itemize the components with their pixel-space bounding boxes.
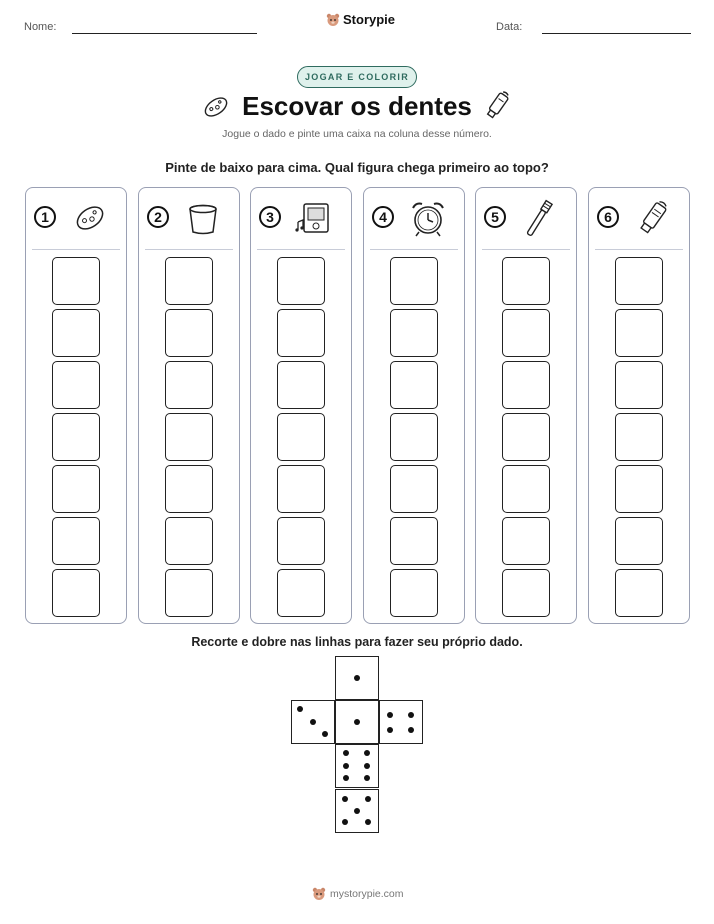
bear-icon (312, 887, 326, 901)
color-box[interactable] (277, 361, 325, 409)
color-box[interactable] (502, 361, 550, 409)
dice-pip (408, 727, 414, 733)
color-box[interactable] (390, 257, 438, 305)
color-box[interactable] (165, 465, 213, 513)
bear-icon (326, 13, 340, 27)
brand-name: Storypie (343, 12, 396, 27)
color-box[interactable] (277, 517, 325, 565)
column-2 (138, 187, 240, 624)
color-box[interactable] (502, 257, 550, 305)
dice-pip (364, 775, 370, 781)
toothbrush-icon (520, 198, 560, 238)
subtitle: Jogue o dado e pinte uma caixa na coluna desse número. (222, 128, 492, 140)
color-box[interactable] (615, 569, 663, 617)
column-divider (257, 249, 345, 250)
color-box[interactable] (502, 309, 550, 357)
color-box[interactable] (390, 465, 438, 513)
color-box[interactable] (165, 361, 213, 409)
column-3 (250, 187, 352, 624)
brand-logo (326, 12, 395, 27)
date-line (542, 33, 691, 34)
column-5 (475, 187, 577, 624)
dice-pip (408, 712, 414, 718)
color-box[interactable] (277, 257, 325, 305)
color-box[interactable] (52, 361, 100, 409)
color-box[interactable] (165, 309, 213, 357)
color-box[interactable] (502, 413, 550, 461)
name-label: Nome: (24, 21, 57, 33)
color-box[interactable] (615, 361, 663, 409)
color-box[interactable] (615, 257, 663, 305)
color-box[interactable] (390, 569, 438, 617)
dice-pip (343, 763, 349, 769)
dice-pip (364, 750, 370, 756)
cut-instruction: Recorte e dobre nas linhas para fazer seu próprio dado. (191, 635, 523, 649)
dice-pip (322, 731, 328, 737)
color-box[interactable] (52, 413, 100, 461)
color-box[interactable] (615, 309, 663, 357)
dice-pip (364, 763, 370, 769)
color-box[interactable] (502, 465, 550, 513)
column-number: 3 (259, 206, 281, 228)
color-box[interactable] (615, 465, 663, 513)
music-player-icon (295, 198, 335, 238)
dice-face (335, 656, 379, 700)
dice-pip (354, 675, 360, 681)
dice-face (335, 789, 379, 833)
color-box[interactable] (502, 569, 550, 617)
dice-face (335, 744, 379, 788)
color-box[interactable] (52, 569, 100, 617)
color-box[interactable] (390, 517, 438, 565)
germ-icon (70, 198, 110, 238)
column-number: 1 (34, 206, 56, 228)
dice-pip (354, 719, 360, 725)
color-box[interactable] (390, 309, 438, 357)
color-box[interactable] (52, 309, 100, 357)
dice-pip (310, 719, 316, 725)
color-box[interactable] (277, 569, 325, 617)
toothpaste-icon (633, 198, 673, 238)
instruction: Pinte de baixo para cima. Qual figura chega primeiro ao topo? (165, 160, 549, 175)
color-box[interactable] (277, 465, 325, 513)
cup-icon (183, 198, 223, 238)
column-number: 4 (372, 206, 394, 228)
column-divider (370, 249, 458, 250)
column-1 (25, 187, 127, 624)
footer-url: mystorypie.com (330, 888, 404, 900)
color-box[interactable] (165, 413, 213, 461)
column-number: 2 (147, 206, 169, 228)
alarm-clock-icon (408, 198, 448, 238)
column-number: 6 (597, 206, 619, 228)
dice-face (335, 700, 379, 744)
color-box[interactable] (52, 517, 100, 565)
column-number: 5 (484, 206, 506, 228)
name-line (72, 33, 257, 34)
page-title: Escovar os dentes (242, 91, 472, 121)
toothpaste-icon (482, 90, 512, 122)
color-box[interactable] (165, 517, 213, 565)
date-label: Data: (496, 21, 523, 33)
dice-pip (343, 750, 349, 756)
dice-pip (342, 796, 348, 802)
column-4 (363, 187, 465, 624)
color-box[interactable] (277, 413, 325, 461)
dice-pip (342, 819, 348, 825)
dice-pip (387, 712, 393, 718)
color-box[interactable] (165, 569, 213, 617)
color-box[interactable] (52, 257, 100, 305)
column-divider (32, 249, 120, 250)
color-box[interactable] (615, 517, 663, 565)
color-box[interactable] (277, 309, 325, 357)
color-box[interactable] (502, 517, 550, 565)
dice-face (291, 700, 335, 744)
color-box[interactable] (615, 413, 663, 461)
color-box[interactable] (390, 413, 438, 461)
dice-pip (365, 796, 371, 802)
column-divider (482, 249, 570, 250)
column-divider (595, 249, 683, 250)
dice-pip (343, 775, 349, 781)
dice-pip (387, 727, 393, 733)
dice-pip (365, 819, 371, 825)
dice-pip (354, 808, 360, 814)
dice-face (379, 700, 423, 744)
footer (312, 887, 404, 901)
badge: JOGAR E COLORIR (297, 66, 417, 88)
column-6 (588, 187, 690, 624)
column-divider (145, 249, 233, 250)
color-box[interactable] (165, 257, 213, 305)
color-box[interactable] (52, 465, 100, 513)
color-box[interactable] (390, 361, 438, 409)
dice-pip (297, 706, 303, 712)
